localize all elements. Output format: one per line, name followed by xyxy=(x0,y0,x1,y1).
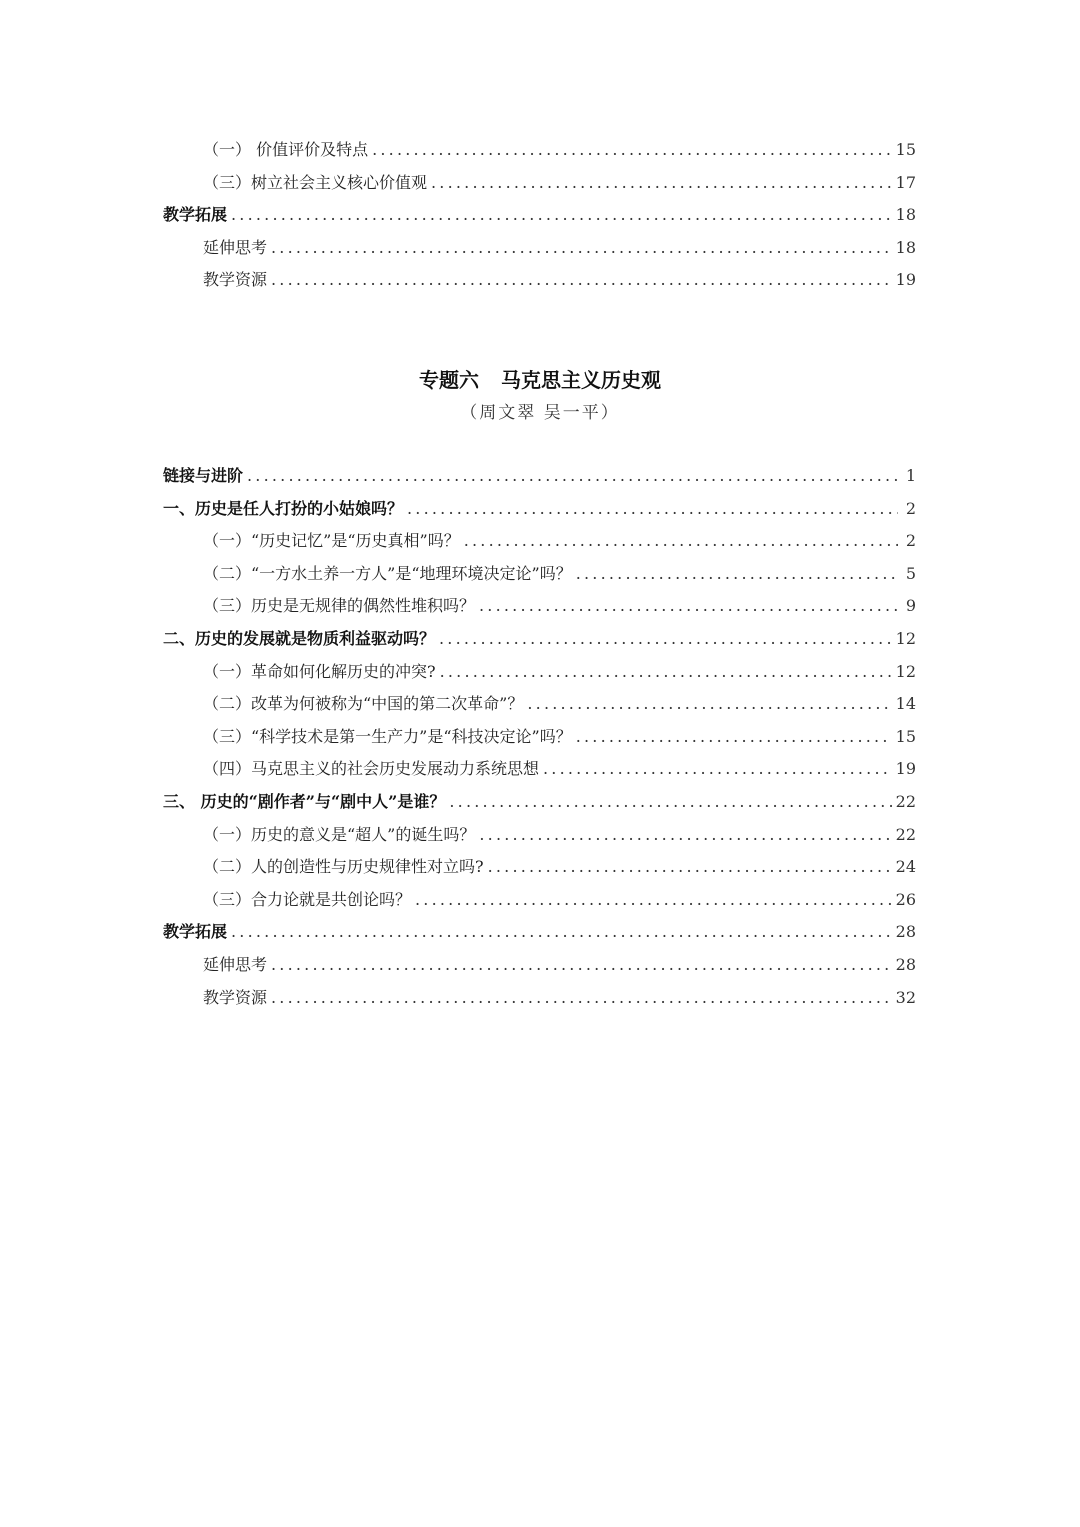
toc-leader-dots xyxy=(231,916,892,949)
toc-entry-title: 二、历史的发展就是物质利益驱动吗？ xyxy=(163,628,436,648)
toc-leader-dots xyxy=(247,460,898,493)
toc-leader-dots xyxy=(488,851,892,884)
toc-entry-title: 教学拓展 xyxy=(163,205,228,225)
toc-leader-dots xyxy=(527,688,891,721)
toc-entry-page: 22 xyxy=(895,824,916,844)
toc-entry-title: （二）“一方水土养一方人”是“地理环境决定论”吗？ xyxy=(203,563,572,583)
toc-entry-page: 18 xyxy=(895,237,916,257)
toc-entry-page: 12 xyxy=(895,661,916,681)
toc-entry-page: 15 xyxy=(895,140,916,159)
toc-entry-page: 17 xyxy=(895,172,916,192)
toc-entry[interactable] xyxy=(163,199,916,232)
toc-entry-page: 32 xyxy=(895,987,916,1007)
toc-entry[interactable] xyxy=(163,167,916,200)
toc-entry[interactable] xyxy=(163,558,916,591)
toc-entry-title: （三）合力论就是共创论吗？ xyxy=(203,889,412,909)
toc-entry-title: （一）历史的意义是“超人”的诞生吗？ xyxy=(203,824,476,844)
toc-entry[interactable] xyxy=(163,232,916,265)
toc-leader-dots xyxy=(440,656,892,689)
toc-leader-dots xyxy=(464,525,898,558)
toc-entry-page: 28 xyxy=(895,954,916,974)
toc-entry-title: （三）“科学技术是第一生产力”是“科技决定论”吗？ xyxy=(203,726,572,746)
toc-leader-dots xyxy=(271,232,892,265)
toc-entry-title: 延伸思考 xyxy=(203,954,268,974)
toc-leader-dots xyxy=(449,786,891,819)
toc-entry-title: （三）树立社会主义核心价值观 xyxy=(203,172,428,192)
section-authors: （周文翠 吴一平） xyxy=(460,403,620,423)
toc-leader-dots xyxy=(271,982,892,1015)
toc-entry[interactable] xyxy=(163,884,916,917)
toc-entry-title: 三、 历史的“剧作者”与“剧中人”是谁？ xyxy=(163,791,446,811)
toc-entry[interactable] xyxy=(163,721,916,754)
toc-entry-page: 12 xyxy=(895,628,916,648)
toc-entry-title: （三）历史是无规律的偶然性堆积吗？ xyxy=(203,596,476,616)
toc-entry-title: 链接与进阶 xyxy=(163,466,244,485)
toc-leader-dots xyxy=(479,590,898,623)
toc-entry[interactable] xyxy=(163,786,916,819)
toc-entry-page: 1 xyxy=(905,466,916,485)
toc-entry-page: 26 xyxy=(895,889,916,909)
toc-entry-title: （二）人的创造性与历史规律性对立吗? xyxy=(203,857,484,877)
toc-entry[interactable] xyxy=(163,264,916,297)
toc-entry-page: 24 xyxy=(895,857,916,877)
toc-entry-title: 教学资源 xyxy=(203,987,268,1007)
toc-entry-page: 2 xyxy=(905,498,916,518)
toc-continued-list xyxy=(163,134,916,297)
toc-entry[interactable] xyxy=(163,460,916,493)
toc-entry-title: 教学拓展 xyxy=(163,922,228,942)
toc-entry[interactable] xyxy=(163,851,916,884)
toc-entry-title: 延伸思考 xyxy=(203,237,268,257)
toc-entry[interactable] xyxy=(163,493,916,526)
toc-entry[interactable] xyxy=(163,949,916,982)
toc-entry-page: 2 xyxy=(905,531,916,551)
toc-entry-page: 22 xyxy=(895,791,916,811)
toc-entry[interactable] xyxy=(163,753,916,786)
toc-entry-title: 一、历史是任人打扮的小姑娘吗？ xyxy=(163,498,404,518)
toc-entry[interactable] xyxy=(163,656,916,689)
toc-entry-page: 15 xyxy=(895,726,916,746)
toc-entry-page: 28 xyxy=(895,922,916,942)
toc-entry[interactable] xyxy=(163,525,916,558)
toc-entry-title: 教学资源 xyxy=(203,270,268,290)
toc-entry[interactable] xyxy=(163,623,916,656)
toc-leader-dots xyxy=(431,167,892,200)
toc-entry-page: 5 xyxy=(905,563,916,583)
toc-entry-page: 19 xyxy=(895,759,916,779)
toc-section-six-list xyxy=(163,460,916,1014)
toc-entry-page: 9 xyxy=(905,596,916,616)
toc-leader-dots xyxy=(415,884,892,917)
toc-entry-page: 14 xyxy=(895,694,916,714)
toc-leader-dots xyxy=(271,264,892,297)
toc-entry-page: 18 xyxy=(895,205,916,225)
toc-entry[interactable] xyxy=(163,982,916,1015)
toc-leader-dots xyxy=(543,753,892,786)
toc-entry-page: 19 xyxy=(895,270,916,290)
toc-entry[interactable] xyxy=(163,688,916,721)
toc-leader-dots xyxy=(439,623,892,656)
toc-entry-title: （二）改革为何被称为“中国的第二次革命”？ xyxy=(203,694,524,714)
toc-entry[interactable] xyxy=(163,134,916,167)
toc-entry-title: （一）“历史记忆”是“历史真相”吗？ xyxy=(203,531,460,551)
toc-leader-dots xyxy=(576,558,898,591)
toc-leader-dots xyxy=(576,721,892,754)
toc-leader-dots xyxy=(231,199,892,232)
toc-leader-dots xyxy=(479,819,891,852)
section-title-number: 专题六 xyxy=(419,368,479,392)
toc-entry[interactable] xyxy=(163,819,916,852)
toc-leader-dots xyxy=(372,134,892,167)
toc-leader-dots xyxy=(271,949,892,982)
toc-entry-title: （一） 价值评价及特点 xyxy=(203,140,369,159)
toc-entry[interactable] xyxy=(163,590,916,623)
toc-leader-dots xyxy=(407,493,898,526)
section-title-name: 马克思主义历史观 xyxy=(501,368,661,392)
toc-entry-title: （一）革命如何化解历史的冲突? xyxy=(203,661,436,681)
section-title xyxy=(0,364,1080,393)
toc-entry[interactable] xyxy=(163,916,916,949)
toc-entry-title: （四）马克思主义的社会历史发展动力系统思想 xyxy=(203,759,540,779)
